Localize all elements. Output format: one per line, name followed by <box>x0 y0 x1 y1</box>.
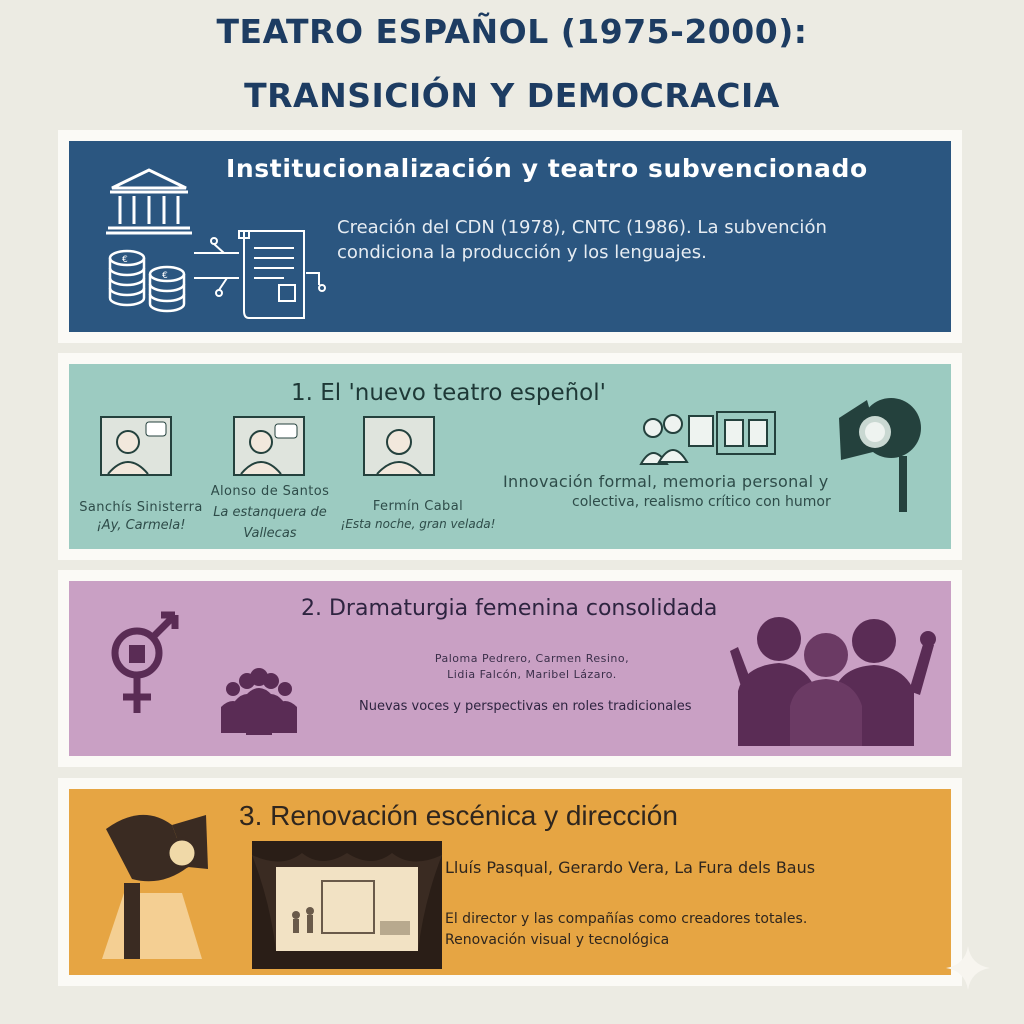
author-work-cabal: ¡Esta noche, gran velada! <box>340 517 496 531</box>
section-institutional-heading: Institucionalización y teatro subvencionado <box>226 154 868 183</box>
section-female-text: Nuevas voces y perspectivas en roles tradicionales <box>359 699 692 714</box>
coins-icon <box>107 246 192 316</box>
section-staging-panel <box>69 789 951 975</box>
section-staging-text-line-2: Renovación visual y tecnológica <box>445 932 670 948</box>
page-title-line-1: TEATRO ESPAÑOL (1975-2000): <box>216 12 808 51</box>
group-icon <box>219 665 299 737</box>
spotlight-icon <box>102 809 217 959</box>
avatar-sanchis-sinisterra <box>100 416 172 476</box>
section-institutional-text-line-1: Creación del CDN (1978), CNTC (1986). La subvención <box>337 217 827 238</box>
section-staging-heading: 3. Renovación escénica y dirección <box>239 800 678 831</box>
section-new-theatre-text-line-2: colectiva, realismo crítico con humor <box>572 494 831 510</box>
section-female-names-line-1: Paloma Pedrero, Carmen Resino, <box>434 652 630 665</box>
author-work-sanchis: ¡Ay, Carmela! <box>96 518 186 533</box>
svg-text:€: € <box>162 271 168 281</box>
avatar-alonso-de-santos <box>233 416 305 476</box>
author-work-alonso-line-1: La estanquera de <box>213 505 327 520</box>
author-name-sanchis: Sanchís Sinisterra <box>79 500 203 515</box>
section-new-theatre-heading: 1. El 'nuevo teatro espeñol' <box>291 380 606 406</box>
section-institutional <box>58 130 962 343</box>
stage-icon <box>252 841 442 969</box>
section-female-names-line-2: Lidia Falcón, Maribel Lázaro. <box>447 668 617 681</box>
svg-text:€: € <box>122 255 128 265</box>
sparkle-icon <box>944 944 992 992</box>
page-title-line-2: TRANSICIÓN Y DEMOCRACIA <box>244 76 780 115</box>
building-icon <box>104 166 194 236</box>
section-staging-text-line-1: El director y las compañías como creadores totales. <box>445 911 808 927</box>
section-new-theatre <box>58 353 962 560</box>
raised-fists-icon <box>724 611 944 746</box>
avatar-fermin-cabal <box>363 416 435 476</box>
document-icon <box>194 223 334 323</box>
section-institutional-panel <box>69 141 951 332</box>
author-work-alonso-line-2: Vallecas <box>243 526 297 541</box>
film-icon <box>639 408 779 470</box>
section-female-panel <box>69 581 951 756</box>
section-staging <box>58 778 962 986</box>
section-female-heading: 2. Dramaturgia femenina consolidada <box>301 596 718 621</box>
section-staging-directors: Lluís Pasqual, Gerardo Vera, La Fura dels Baus <box>445 858 816 877</box>
author-name-cabal: Fermín Cabal <box>372 499 464 514</box>
section-female <box>58 570 962 767</box>
feminism-icon <box>105 611 185 716</box>
section-new-theatre-text-line-1: Innovación formal, memoria personal y <box>503 472 829 491</box>
spotlight-icon <box>829 390 929 515</box>
author-name-alonso: Alonso de Santos <box>210 484 330 499</box>
section-new-theatre-panel <box>69 364 951 549</box>
section-institutional-text-line-2: condiciona la producción y los lenguajes. <box>337 242 707 263</box>
